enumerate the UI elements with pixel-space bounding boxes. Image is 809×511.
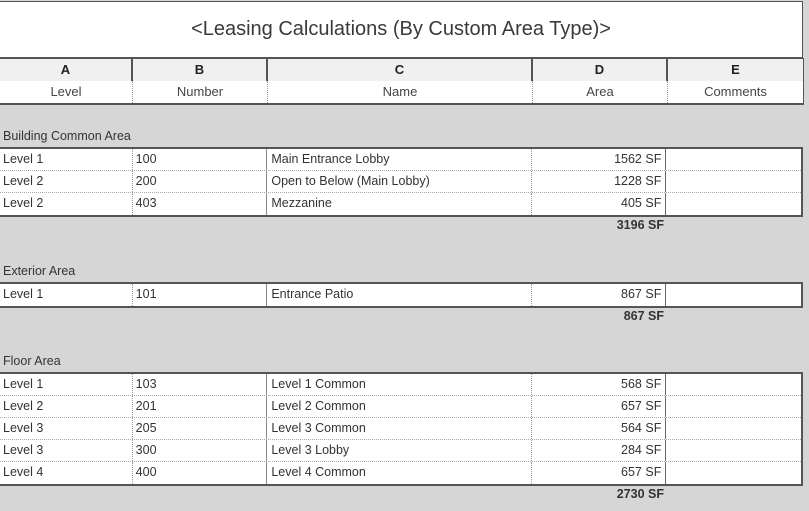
- group-table-building-common-area: [0, 147, 803, 217]
- table-row[interactable]: [0, 396, 801, 418]
- schedule-title[interactable]: <Leasing Calculations (By Custom Area Type)>: [0, 1, 803, 58]
- cell-level[interactable]: Level 1: [0, 149, 133, 170]
- cell-name[interactable]: Entrance Patio: [267, 284, 531, 306]
- cell-comments[interactable]: [666, 396, 801, 417]
- cell-number[interactable]: 200: [133, 171, 268, 192]
- cell-level[interactable]: Level 2: [0, 171, 133, 192]
- cell-name[interactable]: Level 3 Common: [267, 418, 531, 439]
- group-header-building-common-area[interactable]: Building Common Area: [3, 129, 131, 143]
- column-header-level[interactable]: Level: [0, 81, 133, 103]
- cell-name[interactable]: Open to Below (Main Lobby): [267, 171, 531, 192]
- group-total-floor-area: 2730 SF: [616, 487, 664, 501]
- column-header-area[interactable]: Area: [533, 81, 668, 103]
- group-header-floor-area[interactable]: Floor Area: [3, 354, 61, 368]
- cell-level[interactable]: Level 2: [0, 396, 133, 417]
- cell-name[interactable]: Level 2 Common: [267, 396, 531, 417]
- cell-name[interactable]: Mezzanine: [267, 193, 531, 215]
- column-header-comments[interactable]: Comments: [704, 84, 767, 99]
- cell-comments[interactable]: [666, 418, 801, 439]
- column-letter-c[interactable]: C: [268, 59, 533, 81]
- group-header-exterior-area[interactable]: Exterior Area: [3, 264, 76, 278]
- cell-number[interactable]: 100: [133, 149, 268, 170]
- cell-comments[interactable]: [666, 193, 801, 215]
- cell-number[interactable]: 400: [133, 462, 268, 484]
- cell-comments[interactable]: [666, 440, 801, 461]
- group-total-exterior-area: 867 SF: [623, 309, 664, 323]
- column-letter-e[interactable]: E: [731, 62, 740, 77]
- cell-area[interactable]: 568 SF: [532, 374, 667, 395]
- cell-comments[interactable]: [666, 149, 801, 170]
- table-row[interactable]: [0, 171, 801, 193]
- cell-name[interactable]: Level 1 Common: [267, 374, 531, 395]
- cell-number[interactable]: 101: [133, 284, 268, 306]
- table-row[interactable]: [0, 149, 801, 171]
- cell-area[interactable]: 657 SF: [532, 462, 667, 484]
- cell-comments[interactable]: [666, 462, 801, 484]
- cell-level[interactable]: Level 1: [0, 284, 133, 306]
- column-header-number[interactable]: Number: [133, 81, 268, 103]
- cell-level[interactable]: Level 2: [0, 193, 133, 215]
- table-row[interactable]: [0, 284, 801, 306]
- table-row[interactable]: [0, 462, 801, 484]
- table-row[interactable]: [0, 374, 801, 396]
- column-letter-a[interactable]: A: [0, 59, 133, 81]
- column-letter-row: [0, 58, 804, 83]
- cell-number[interactable]: 205: [133, 418, 268, 439]
- cell-area[interactable]: 1228 SF: [532, 171, 667, 192]
- cell-comments[interactable]: [666, 171, 801, 192]
- cell-number[interactable]: 103: [133, 374, 268, 395]
- table-row[interactable]: [0, 440, 801, 462]
- cell-name[interactable]: Main Entrance Lobby: [267, 149, 531, 170]
- cell-comments[interactable]: [666, 284, 801, 306]
- cell-area[interactable]: 564 SF: [532, 418, 667, 439]
- group-table-floor-area: [0, 372, 803, 486]
- cell-area[interactable]: 405 SF: [532, 193, 667, 215]
- column-header-name[interactable]: Name: [268, 81, 533, 103]
- cell-level[interactable]: Level 4: [0, 462, 133, 484]
- cell-comments[interactable]: [666, 374, 801, 395]
- group-table-exterior-area: [0, 282, 803, 308]
- table-row[interactable]: [0, 418, 801, 440]
- cell-level[interactable]: Level 1: [0, 374, 133, 395]
- cell-number[interactable]: 403: [133, 193, 268, 215]
- cell-area[interactable]: 284 SF: [532, 440, 667, 461]
- column-header-row: [0, 81, 804, 105]
- cell-level[interactable]: Level 3: [0, 418, 133, 439]
- cell-area[interactable]: 657 SF: [532, 396, 667, 417]
- cell-name[interactable]: Level 3 Lobby: [267, 440, 531, 461]
- cell-area[interactable]: 867 SF: [532, 284, 667, 306]
- cell-level[interactable]: Level 3: [0, 440, 133, 461]
- column-letter-d[interactable]: D: [533, 59, 668, 81]
- table-row[interactable]: [0, 193, 801, 215]
- cell-area[interactable]: 1562 SF: [532, 149, 667, 170]
- cell-name[interactable]: Level 4 Common: [267, 462, 531, 484]
- cell-number[interactable]: 201: [133, 396, 268, 417]
- column-letter-b[interactable]: B: [133, 59, 268, 81]
- group-total-building-common-area: 3196 SF: [616, 218, 664, 232]
- cell-number[interactable]: 300: [133, 440, 268, 461]
